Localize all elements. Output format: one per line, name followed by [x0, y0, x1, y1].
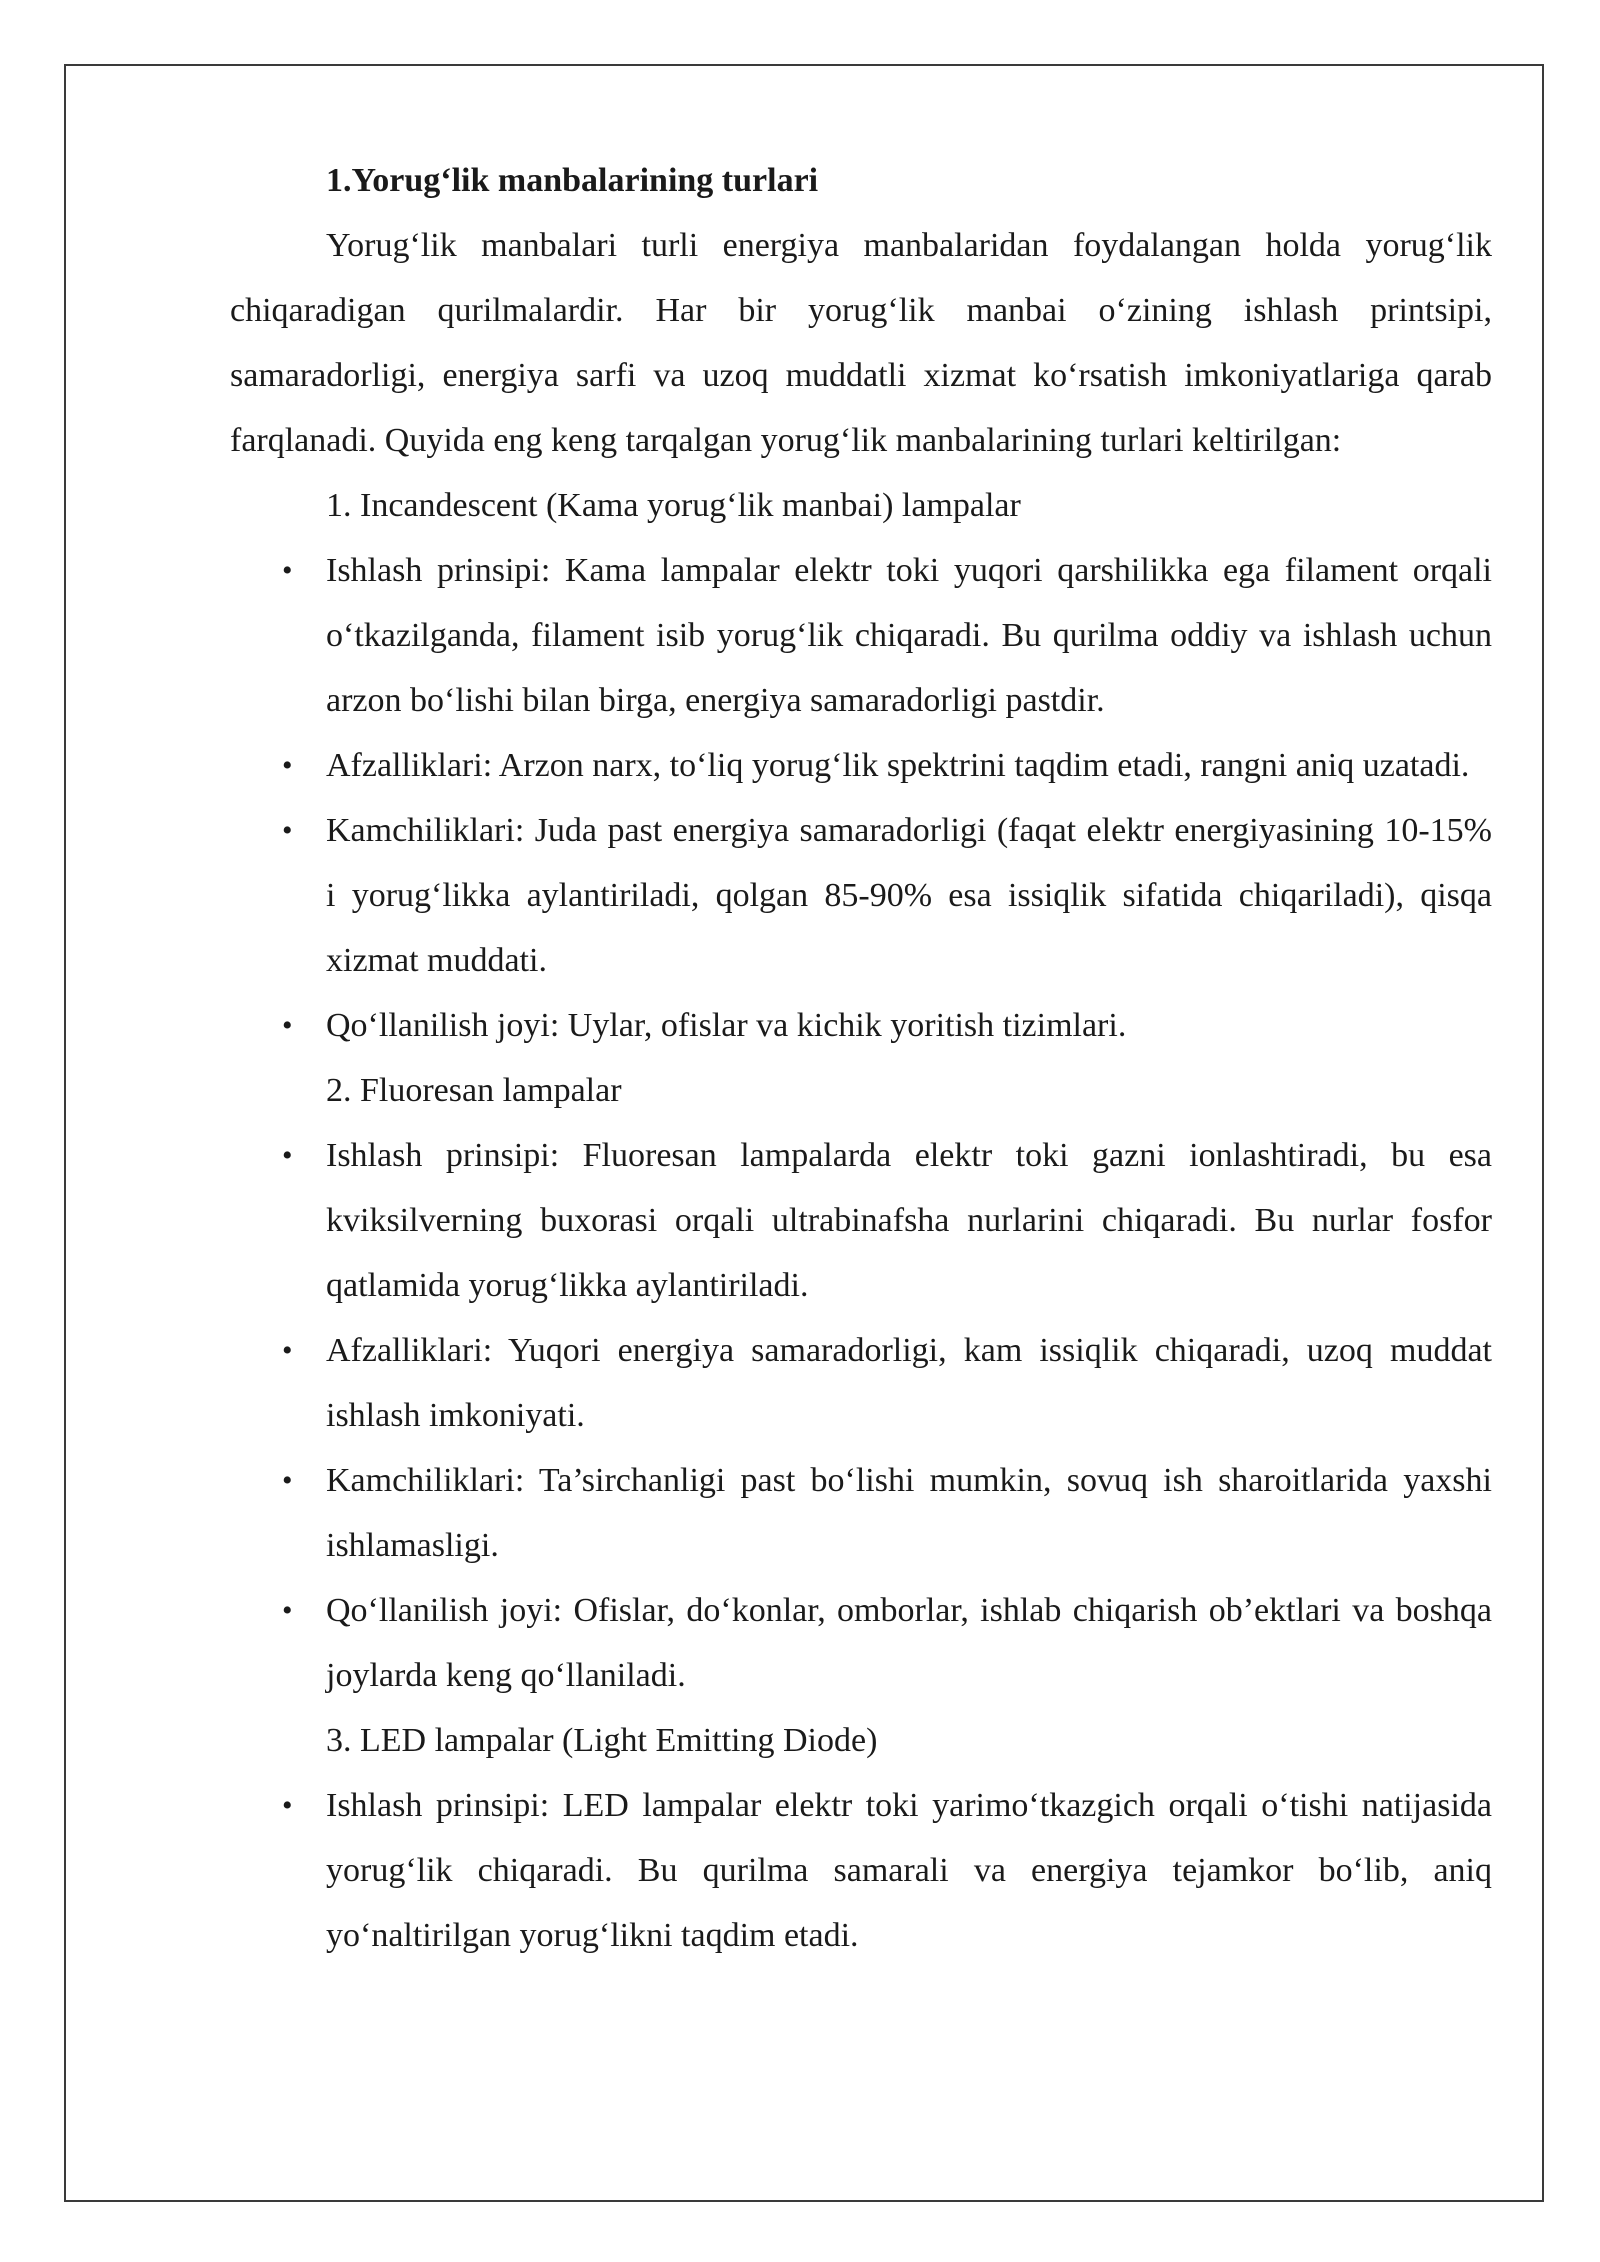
section-led: [230, 1708, 1492, 1968]
list-item-text: Kamchiliklari: Juda past energiya samaradorligi (faqat elektr energiyasining 10-15% i yorug‘likka aylantiriladi, qolgan 85-90% esa issiqlik sifatida chiqariladi), qisqa xizmat muddati.: [326, 812, 1492, 979]
bullet-icon: •: [282, 554, 293, 587]
list-item: [230, 1123, 1492, 1318]
list-item: [230, 1578, 1492, 1708]
list-item-text: Ishlash prinsipi: Kama lampalar elektr toki yuqori qarshilikka ega filament orqali o‘tkazilganda, filament isib yorug‘lik chiqaradi. Bu qurilma oddiy va ishlash uchun arzon bo‘lishi bilan birga, energiya samaradorligi pastdir.: [326, 552, 1492, 719]
subsection-title: 3. LED lampalar (Light Emitting Diode): [326, 1722, 878, 1759]
subsection-title: 2. Fluoresan lampalar: [326, 1072, 622, 1109]
list-item: [230, 1318, 1492, 1448]
subsection-title: 1. Incandescent (Kama yorug‘lik manbai) lampalar: [326, 487, 1021, 524]
bullet-list: [230, 1773, 1492, 1968]
bullet-icon: •: [282, 1464, 293, 1497]
list-item-text: Afzalliklari: Yuqori energiya samaradorligi, kam issiqlik chiqaradi, uzoq muddat ishlash imkoniyati.: [326, 1332, 1492, 1434]
list-item-text: Qo‘llanilish joyi: Uylar, ofislar va kichik yoritish tizimlari.: [326, 1007, 1127, 1044]
bullet-list: [230, 1123, 1492, 1708]
list-item: [230, 733, 1492, 798]
document-body: [230, 148, 1492, 1968]
list-item: [230, 993, 1492, 1058]
section-heading: 1.Yorug‘lik manbalarining turlari: [326, 162, 819, 199]
list-item-text: Ishlash prinsipi: Fluoresan lampalarda elektr toki gazni ionlashtiradi, bu esa kviksilverning buxorasi orqali ultrabinafsha nurlarini chiqaradi. Bu nurlar fosfor qatlamida yorug‘likka aylantiriladi.: [326, 1137, 1492, 1304]
list-item: [230, 1773, 1492, 1968]
list-item: [230, 1448, 1492, 1578]
list-item: [230, 798, 1492, 993]
list-item-text: Kamchiliklari: Ta’sirchanligi past bo‘lishi mumkin, sovuq ish sharoitlarida yaxshi ishlamasligi.: [326, 1462, 1492, 1564]
bullet-icon: •: [282, 1139, 293, 1172]
bullet-icon: •: [282, 1789, 293, 1822]
intro-paragraph: Yorug‘lik manbalari turli energiya manbalaridan foydalangan holda yorug‘lik chiqaradigan qurilmalardir. Har bir yorug‘lik manbai o‘zining ishlash printsipi, samaradorligi, energiya sarfi va uzoq muddatli xizmat ko‘rsatish imkoniyatlariga qarab farqlanadi. Quyida eng keng tarqalgan yorug‘lik manbalarining turlari keltirilgan:: [230, 227, 1492, 459]
section-fluorescent: [230, 1058, 1492, 1708]
bullet-icon: •: [282, 814, 293, 847]
list-item: [230, 538, 1492, 733]
bullet-icon: •: [282, 749, 293, 782]
list-item-text: Ishlash prinsipi: LED lampalar elektr toki yarimo‘tkazgich orqali o‘tishi natijasida yorug‘lik chiqaradi. Bu qurilma samarali va energiya tejamkor bo‘lib, aniq yo‘naltirilgan yorug‘likni taqdim etadi.: [326, 1787, 1492, 1954]
bullet-icon: •: [282, 1334, 293, 1367]
bullet-list: [230, 538, 1492, 1058]
section-incandescent: [230, 473, 1492, 1058]
bullet-icon: •: [282, 1009, 293, 1042]
list-item-text: Afzalliklari: Arzon narx, to‘liq yorug‘lik spektrini taqdim etadi, rangni aniq uzatadi.: [326, 747, 1470, 784]
list-item-text: Qo‘llanilish joyi: Ofislar, do‘konlar, omborlar, ishlab chiqarish ob’ektlari va boshqa joylarda keng qo‘llaniladi.: [326, 1592, 1492, 1694]
bullet-icon: •: [282, 1594, 293, 1627]
